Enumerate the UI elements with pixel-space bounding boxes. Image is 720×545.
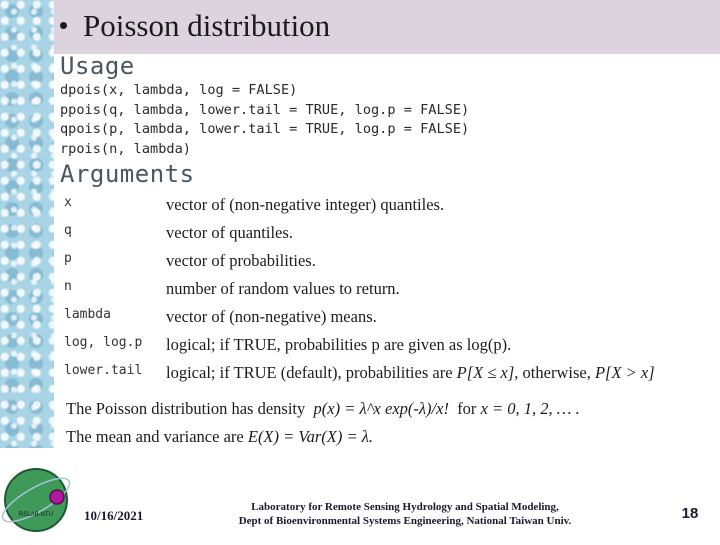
lower-tail-text-2: , otherwise, — [514, 363, 595, 382]
bullet-icon — [60, 22, 67, 29]
usage-line-qpois: qpois(p, lambda, lower.tail = TRUE, log.p = FALSE) — [60, 121, 470, 137]
slide-title-text: Poisson distribution — [83, 8, 331, 43]
arg-desc-n: number of random values to return. — [166, 279, 400, 298]
arg-desc-log: logical; if TRUE, probabilities p are given as log(p). — [166, 335, 512, 354]
density-text: The Poisson distribution has density — [66, 399, 314, 418]
page-number: 18 — [681, 505, 699, 522]
globe-logo-icon — [0, 448, 76, 540]
arguments-heading: Arguments — [60, 160, 195, 188]
arg-desc-x: vector of (non-negative integer) quantiles. — [166, 195, 445, 214]
footer-lab-line-2: Dept of Bioenvironmental Systems Engineering, National Taiwan Univ. — [238, 515, 572, 527]
logo-text: RSLAB-NTU — [18, 512, 54, 518]
arg-name-lower-tail: lower.tail — [64, 363, 143, 378]
lower-tail-math-2: P[X > x] — [594, 363, 655, 382]
arg-name-q: q — [64, 223, 72, 238]
arg-name-n: n — [64, 279, 72, 294]
lower-tail-math-1: P[X ≤ x] — [456, 363, 515, 382]
usage-line-rpois: rpois(n, lambda) — [60, 141, 191, 157]
arg-name-lambda: lambda — [64, 307, 111, 322]
footer-lab-info — [210, 500, 600, 528]
usage-line-ppois: ppois(q, lambda, lower.tail = TRUE, log.p = FALSE) — [60, 102, 470, 118]
r-documentation-excerpt — [54, 54, 720, 448]
footer-lab-line-1: Laboratory for Remote Sensing Hydrology and Spatial Modeling, — [251, 501, 559, 513]
density-for: for — [448, 399, 481, 418]
arg-desc-p: vector of probabilities. — [166, 251, 316, 270]
usage-line-dpois: dpois(x, lambda, log = FALSE) — [60, 82, 298, 98]
usage-heading: Usage — [60, 52, 135, 80]
arg-name-x: x — [64, 195, 72, 210]
density-formula: p(x) = λ^x exp(-λ)/x! — [313, 399, 449, 418]
density-values: x = 0, 1, 2, … . — [480, 399, 580, 418]
arg-name-p: p — [64, 251, 72, 266]
arg-desc-q: vector of quantiles. — [166, 223, 293, 242]
moments-text: The mean and variance are — [66, 427, 248, 446]
arg-desc-lower-tail — [166, 363, 655, 383]
moments-formula: E(X) = Var(X) = λ. — [247, 427, 374, 446]
decorative-water-strip — [0, 0, 54, 448]
density-statement — [66, 399, 580, 419]
arg-desc-lambda: vector of (non-negative) means. — [166, 307, 377, 326]
slide-date: 10/16/2021 — [84, 508, 144, 523]
slide-title — [60, 4, 330, 48]
lab-logo — [0, 448, 76, 540]
lower-tail-text-1: logical; if TRUE (default), probabilities are — [166, 363, 457, 382]
moments-statement — [66, 427, 373, 447]
arg-name-log: log, log.p — [64, 335, 143, 350]
